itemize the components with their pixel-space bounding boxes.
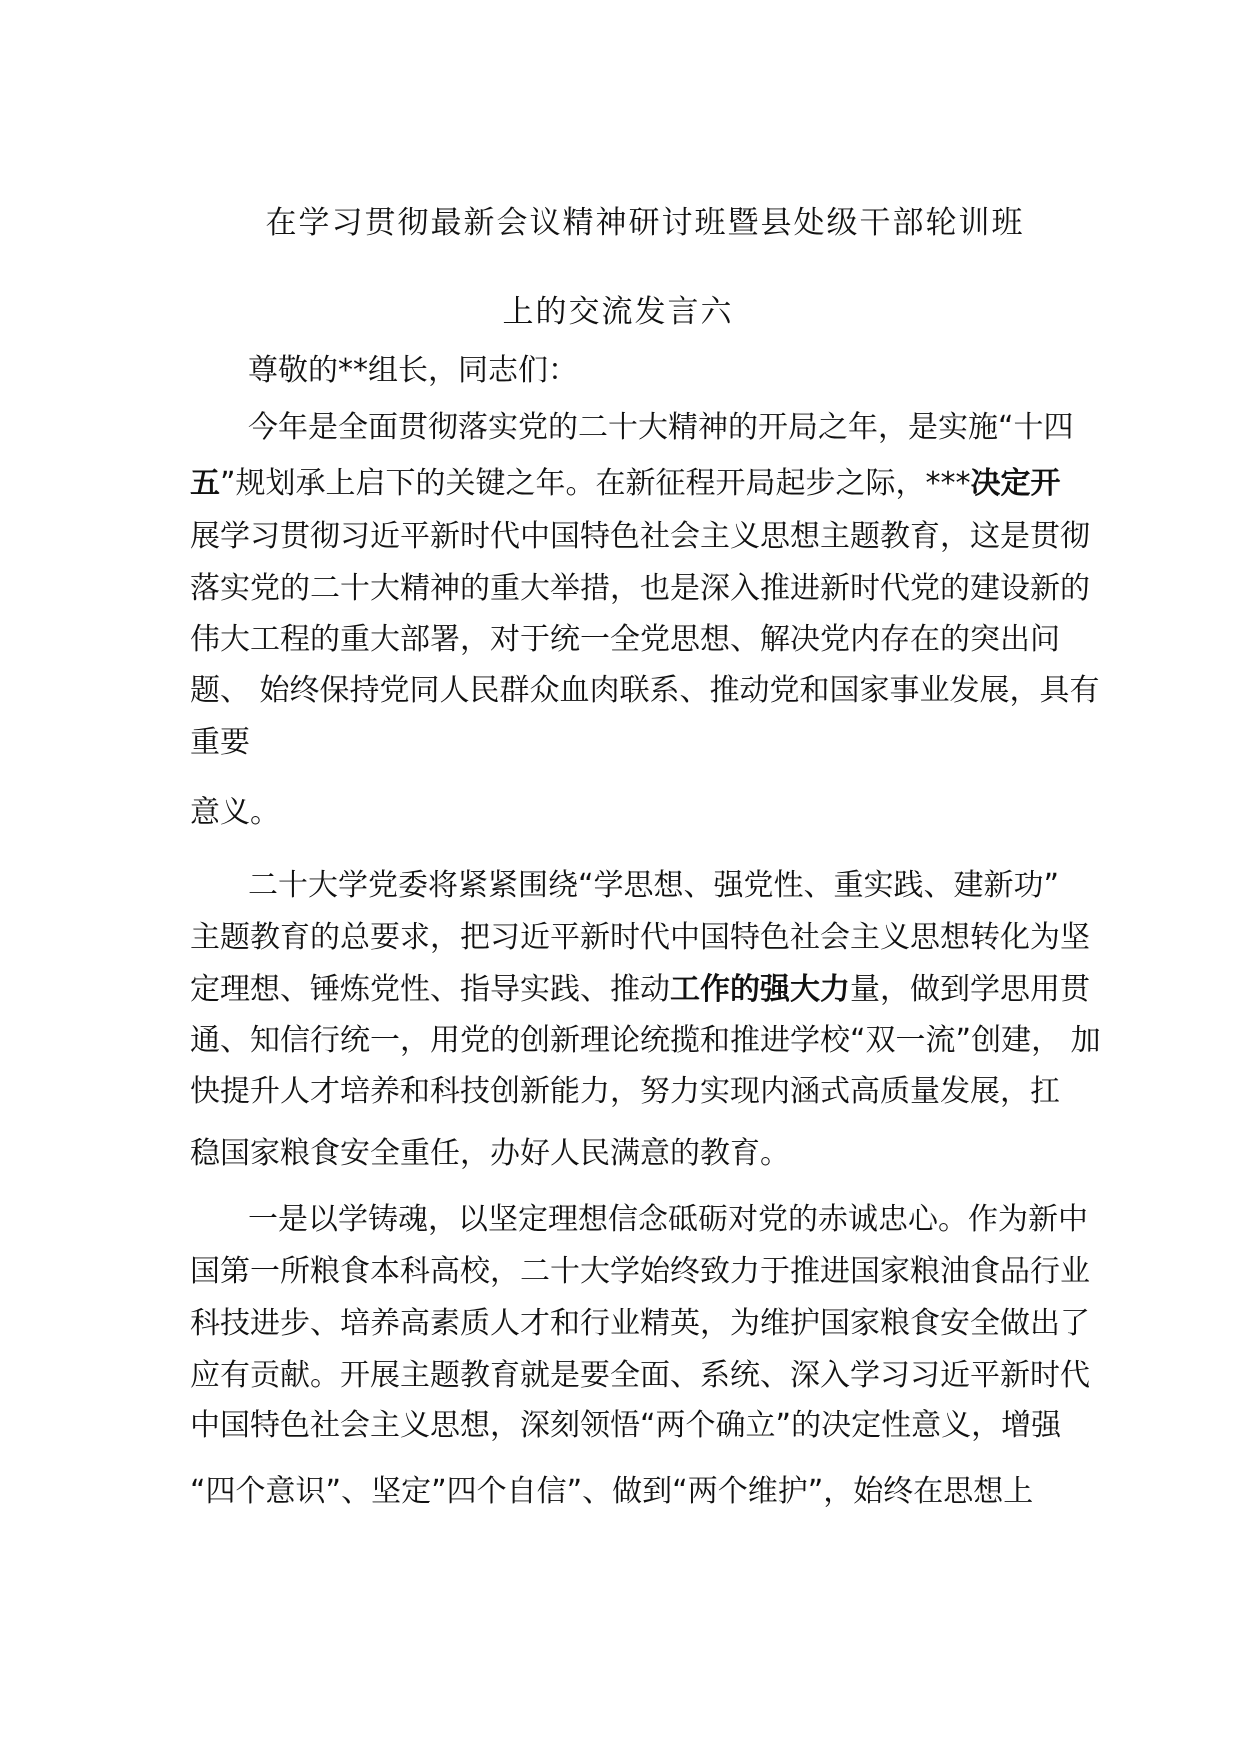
paragraph-2-line-4: 通、知信行统一，用党的创新理论统揽和推进学校“双一流”创建， 加 xyxy=(190,1023,1101,1058)
paragraph-2-line-3 xyxy=(190,964,1090,1008)
paragraph-1-line-6: 题、 始终保持党同人民群众血肉联系、推动党和国家事业发展，具有 xyxy=(190,673,1100,708)
paragraph-2-line-3-bold: 工作的强大力 xyxy=(670,972,850,1007)
paragraph-3-line-1: 一是以学铸魂，以坚定理想信念砥砺对党的赤诚忠心。作为新中 xyxy=(248,1202,1088,1237)
paragraph-1-line-8: 意义。 xyxy=(190,795,280,830)
paragraph-2-line-2: 主题教育的总要求，把习近平新时代中国特色社会主义思想转化为坚 xyxy=(190,920,1090,955)
paragraph-1-line-2-mid: ”规划承上启下的关键之年。在新征程开局起步之际，*** xyxy=(220,466,971,501)
paragraph-2-line-3-end: 量，做到学思用贯 xyxy=(850,972,1090,1007)
paragraph-3-line-5: 中国特色社会主义思想，深刻领悟“两个确立”的决定性意义，增强 xyxy=(190,1408,1062,1443)
paragraph-2-line-3-start: 定理想、锤炼党性、指导实践、推动 xyxy=(190,972,670,1007)
paragraph-1-line-3: 展学习贯彻习近平新时代中国特色社会主义思想主题教育，这是贯彻 xyxy=(190,519,1090,554)
paragraph-2-line-6: 稳国家粮食安全重任，办好人民满意的教育。 xyxy=(190,1136,790,1171)
paragraph-1-line-7: 重要 xyxy=(190,725,250,760)
paragraph-1-line-1: 今年是全面贯彻落实党的二十大精神的开局之年，是实施“十四 xyxy=(248,410,1074,445)
paragraph-1-line-2 xyxy=(190,458,1061,502)
paragraph-3-line-4: 应有贡献。开展主题教育就是要全面、系统、深入学习习近平新时代 xyxy=(190,1358,1090,1393)
paragraph-1-line-2-bold-start: 五 xyxy=(190,466,220,501)
paragraph-1-line-2-bold-end: 决定开 xyxy=(970,466,1061,501)
paragraph-3-line-6: “四个意识”、坚定”四个自信”、做到“两个维护”，始终在思想上 xyxy=(190,1474,1034,1509)
paragraph-2-line-1: 二十大学党委将紧紧围绕“学思想、强党性、重实践、建新功” xyxy=(248,868,1060,903)
document-title-line-1: 在学习贯彻最新会议精神研讨班暨县处级干部轮训班 xyxy=(265,205,1025,241)
paragraph-2-line-5: 快提升人才培养和科技创新能力，努力实现内涵式高质量发展，扛 xyxy=(190,1074,1060,1109)
paragraph-3-line-3: 科技进步、培养高素质人才和行业精英，为维护国家粮食安全做出了 xyxy=(190,1306,1090,1341)
paragraph-1-line-4: 落实党的二十大精神的重大举措，也是深入推进新时代党的建设新的 xyxy=(190,571,1090,606)
paragraph-3-line-2: 国第一所粮食本科高校，二十大学始终致力于推进国家粮油食品行业 xyxy=(190,1254,1090,1289)
document-title-line-2: 上的交流发言六 xyxy=(502,294,734,330)
salutation: 尊敬的**组长，同志们： xyxy=(248,353,578,388)
paragraph-1-line-5: 伟大工程的重大部署，对于统一全党思想、解决党内存在的突出问 xyxy=(190,622,1060,657)
